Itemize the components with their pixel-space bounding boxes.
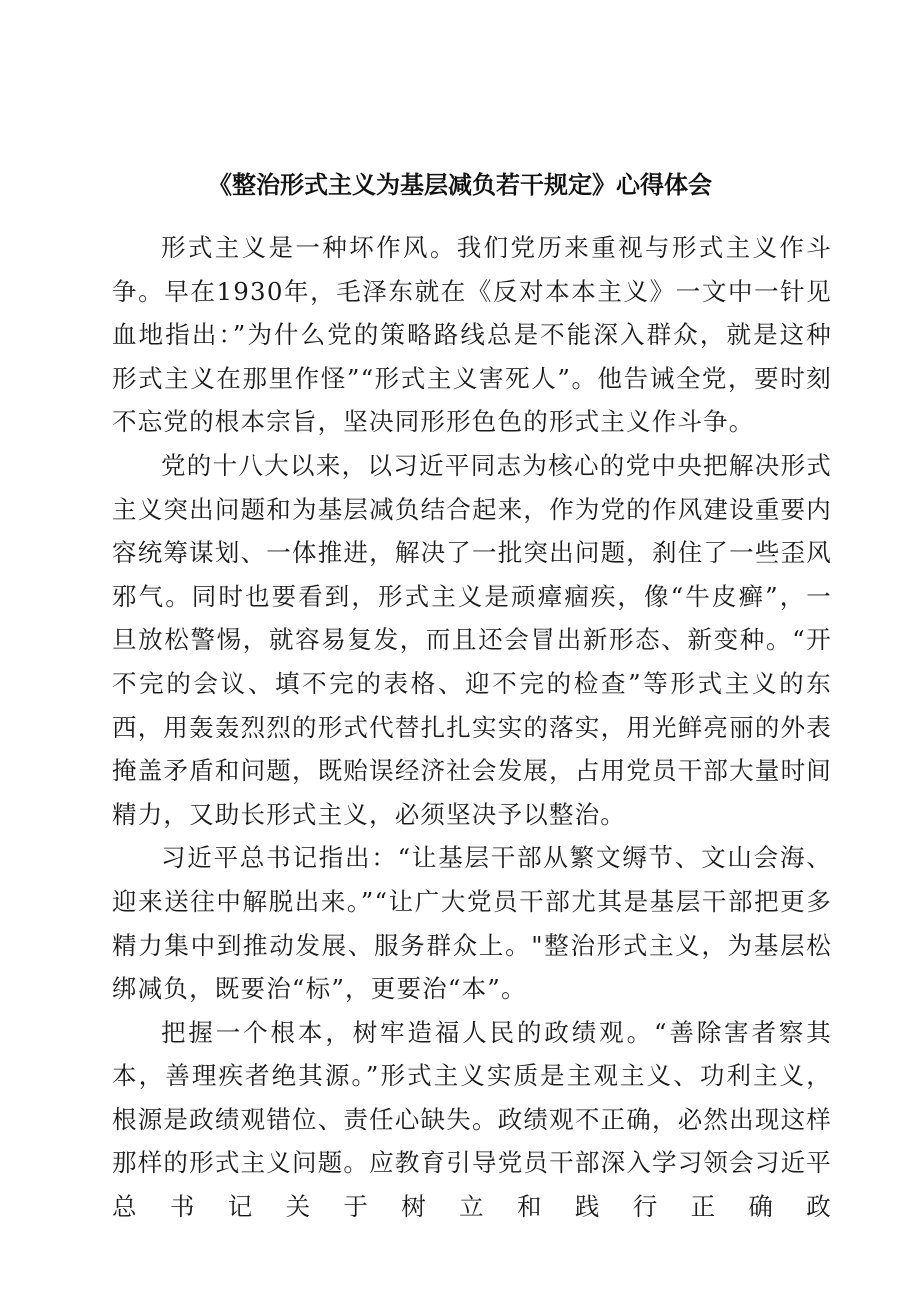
paragraph-4: 把握一个根本，树牢造福人民的政绩观。“善除害者察其本，善理疾者绝其源。”形式主义实质是主观主义、功利主义，根源是政绩观错位、责任心缺失。政绩观不正确，必然出现这样那样的形式主义问题。应教育引导党员干部深入学习领会习近平总书记关于树立和践行正确政 <box>112 1017 832 1222</box>
paragraph-3: 习近平总书记指出：“让基层干部从繁文缛节、文山会海、迎来送往中解脱出来。”“让广大党员干部尤其是基层干部把更多精力集中到推动发展、服务群众上。"整治形式主义，为基层松绑减负，既要治“标”，更要治“本”。 <box>112 843 832 1004</box>
paragraph-2: 党的十八大以来，以习近平同志为核心的党中央把解决形式主义突出问题和为基层减负结合起来，作为党的作风建设重要内容统筹谋划、一体推进，解决了一批突出问题，刹住了一些歪风邪气。同时也要看到，形式主义是顽瘴痼疾，像“牛皮癣”，一旦放松警惕，就容易复发，而且还会冒出新形态、新变种。“开不完的会议、填不完的表格、迎不完的检查”等形式主义的东西，用轰轰烈烈的形式代替扎扎实实的落实，用光鲜亮丽的外表掩盖矛盾和问题，既贻误经济社会发展，占用党员干部大量时间精力，又助长形式主义，必须坚决予以整治。 <box>112 450 832 829</box>
document-body <box>112 226 832 1229</box>
paragraph-1: 形式主义是一种坏作风。我们党历来重视与形式主义作斗争。早在1930年，毛泽东就在《反对本本主义》一文中一针见血地指出：”为什么党的策略路线总是不能深入群众，就是这种形式主义在那里作怪”“形式主义害死人”。他告诫全党，要时刻不忘党的根本宗旨，坚决同形形色色的形式主义作斗争。 <box>112 233 832 437</box>
document-title: 《整治形式主义为基层减负若干规定》心得体会 <box>208 171 712 199</box>
